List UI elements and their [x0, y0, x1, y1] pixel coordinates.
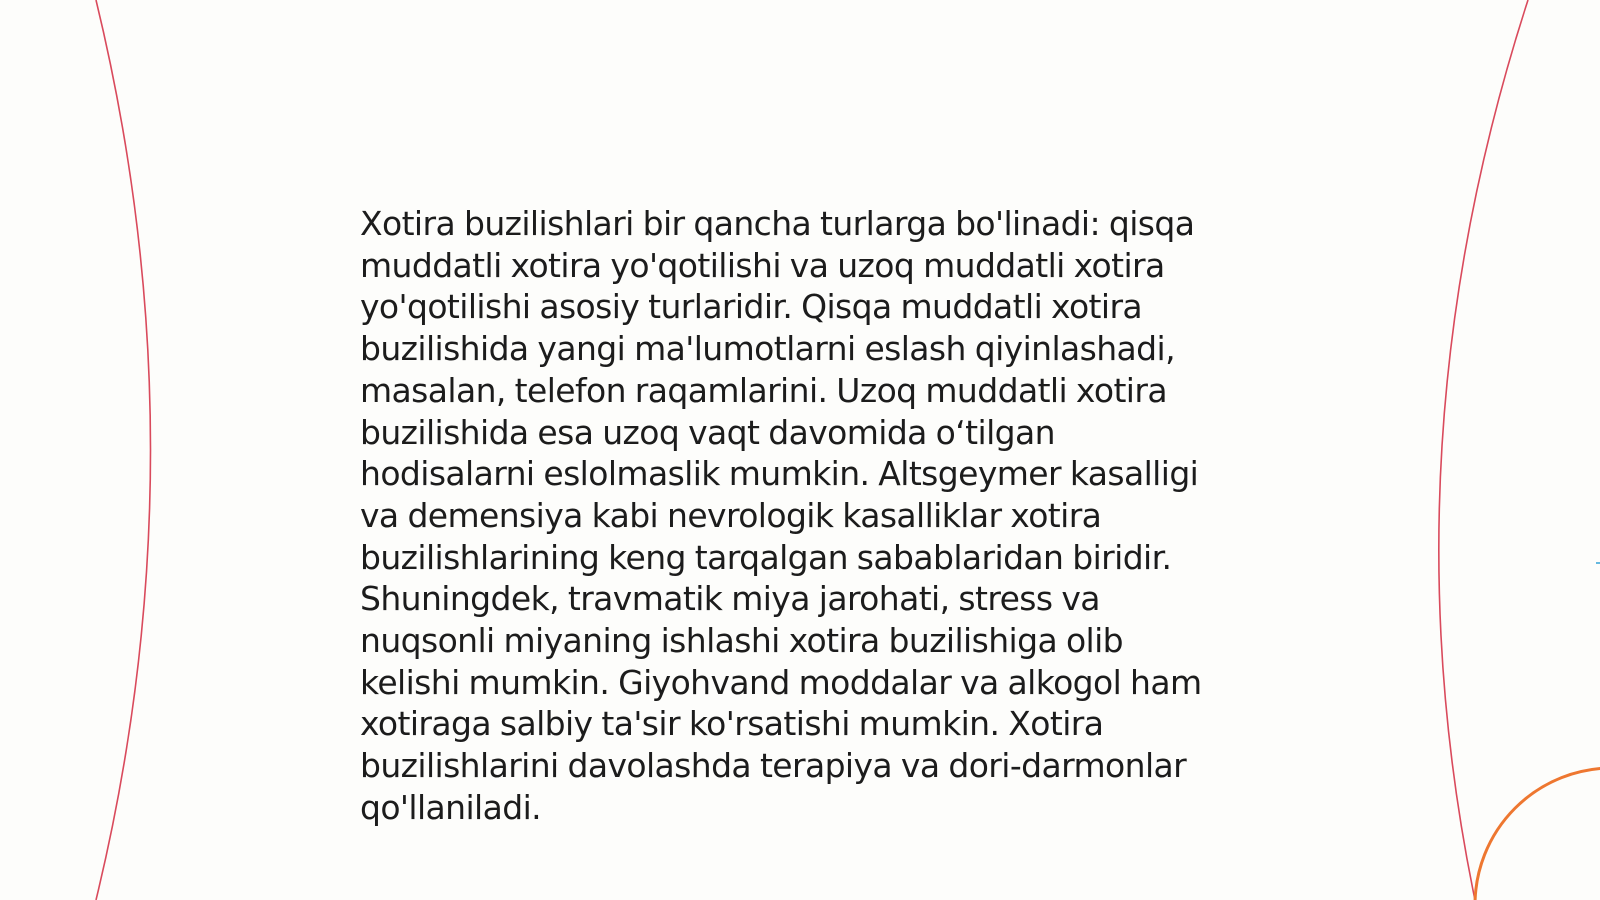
orange-circle-outline [1475, 768, 1600, 900]
left-arc-line [96, 0, 151, 900]
right-arc-line [1439, 0, 1528, 900]
body-text: Xotira buzilishlari bir qancha turlarga bo'linadi: qisqa muddatli xotira yo'qotilishi va uzoq muddatli xotira yo'qotilishi asosiy turlaridir. Qisqa muddatli xotira buzilishida yangi ma'lumotlarni eslash qiyinlashadi, masalan, telefon raqamlarini. Uzoq muddatli xotira buzilishida esa uzoq vaqt davomida o‘tilgan hodisalarni eslolmaslik mumkin. Altsgeymer kasalligi va demensiya kabi nevrologik kasalliklar xotira buzilishlarining keng tarqalgan sabablaridan biridir. Shuningdek, travmatik miya jarohati, stress va nuqsonli miyaning ishlashi xotira buzilishiga olib kelishi mumkin. Giyohvand moddalar va alkogol ham xotiraga salbiy ta'sir ko'rsatishi mumkin. Xotira buzilishlarini davolashda terapiya va dori-darmonlar qo'llaniladi. [360, 204, 1202, 827]
